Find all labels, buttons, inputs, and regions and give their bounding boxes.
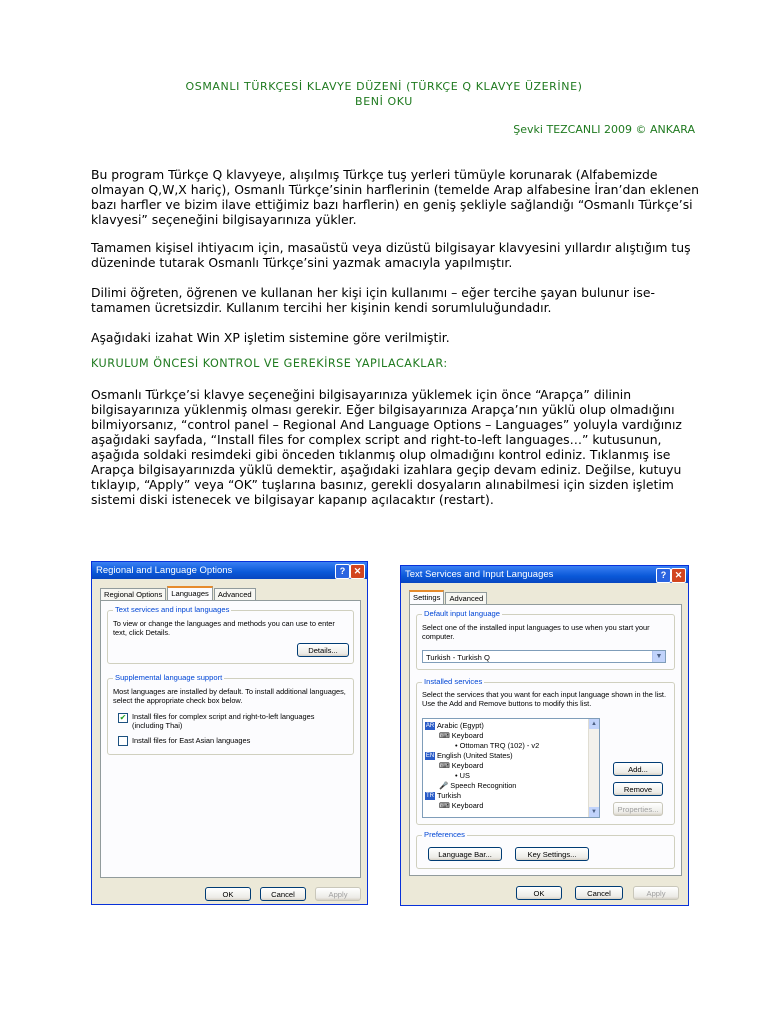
chevron-down-icon[interactable]: ▼ [652,651,665,662]
group-label: Supplemental language support [115,673,223,682]
group-description: Select one of the installed input languages to use when you start your computer. [422,623,650,641]
tree-item-keyboard[interactable] [439,801,483,810]
tab-advanced[interactable]: Advanced [214,588,256,601]
paragraph-license: Dilimi öğreten, öğrenen ve kullanan her kişi için kullanımı – eğer tercihe şayan bulunur ise- tamamen ücretsizdir. Kullanım tercihi her kişinin kendi sorumluluğundadır. [91,285,655,315]
complex-script-label: Install files for complex script and right-to-left languages (including Thai) [132,712,315,730]
ok-button[interactable]: OK [516,886,562,900]
language-badge-icon: TR [426,793,434,800]
tree-item-label: Speech Recognition [450,781,517,790]
tab-languages[interactable]: Languages [167,586,213,602]
text-services-dialog [400,565,689,906]
tree-item-label: Keyboard [451,731,484,740]
details-button[interactable]: Details... [297,643,349,657]
supplemental-support-group [107,673,354,755]
text-services-group [107,605,354,664]
close-button[interactable]: ✕ [350,564,365,579]
tab-regional-options[interactable]: Regional Options [100,588,166,601]
complex-script-checkbox[interactable]: ✔ [119,713,127,722]
keyboard-icon: ⌨ [439,801,452,810]
keyboard-icon: ⌨ [439,761,452,770]
group-label: Default input language [424,609,500,618]
tree-item-label: Ottoman TRQ (102) - v2 [459,741,540,750]
default-language-group [416,609,675,670]
preferences-group [416,830,675,869]
tree-item-layout[interactable] [455,771,470,780]
group-description: Most languages are installed by default. To install additional languages, select the appropriate check box below. [113,687,346,705]
keyboard-icon: ⌨ [439,731,452,740]
group-label: Preferences [424,830,465,839]
language-bar-button[interactable]: Language Bar... [428,847,502,861]
east-asian-checkbox[interactable] [118,736,128,746]
apply-button[interactable]: Apply [315,887,361,901]
bullet-icon: • [455,741,460,750]
help-button[interactable]: ? [656,568,671,583]
tree-item-label: English (United States) [437,751,513,760]
cancel-button[interactable]: Cancel [575,886,623,900]
tree-item-turkish[interactable] [425,791,461,800]
language-badge-icon: EN [425,753,435,760]
scroll-down-icon[interactable]: ▼ [589,807,599,817]
language-badge-icon: AR [425,723,435,730]
ok-button[interactable]: OK [205,887,251,901]
tab-settings[interactable]: Settings [409,590,444,606]
tree-item-label: Turkish [437,791,461,800]
group-description: Select the services that you want for each input language shown in the list. Use the Add and Remove buttons to modify this list. [422,690,667,708]
cancel-button[interactable]: Cancel [260,887,306,901]
paragraph-os-note: Aşağıdaki izahat Win XP işletim sistemine göre verilmiştir. [91,330,450,345]
tree-item-label: US [459,771,470,780]
group-label: Installed services [424,677,483,686]
help-button[interactable]: ? [335,564,350,579]
dialog-titlebar [401,566,688,583]
tree-scrollbar[interactable] [588,719,599,817]
dialog-title: Text Services and Input Languages [405,569,554,580]
tree-item-layout[interactable] [455,741,539,750]
section-heading: KURULUM ÖNCESİ KONTROL VE GEREKİRSE YAPILACAKLAR: [91,357,448,370]
apply-button[interactable]: Apply [633,886,679,900]
tree-item-keyboard[interactable] [439,761,483,770]
close-button[interactable]: ✕ [671,568,686,583]
tree-item-label: Keyboard [451,801,484,810]
paragraph-purpose: Tamamen kişisel ihtiyacım için, masaüstü veya dizüstü bilgisayar klavyesini yıllardır alıştığım tuş düzeninde tutarak Osmanlı Türkçe’sini yazmak amacıyla yapılmıştır. [91,240,691,270]
languages-panel [100,600,361,878]
tree-item-arabic[interactable] [425,721,484,730]
tree-item-keyboard[interactable] [439,731,483,740]
regional-language-dialog [91,561,368,905]
settings-panel [409,604,682,876]
dialog-title: Regional and Language Options [96,565,233,576]
paragraph-intro: Bu program Türkçe Q klavyeye, alışılmış Türkçe tuş yerleri tümüyle korunarak (Alfabemizde olmayan Q,W,X hariç), Osmanlı Türkçe’sinin harflerinin (temelde Arap alfabesine İran’dan eklenen bazı harfler ve bizim ilave ettiğimiz bazı harflerin) en geniş şekliyle sağlandığı “Osmanlı Türkçe’si klavyesi” seçeneğini bilgisayarınıza yükler. [91,167,699,227]
group-label: Text services and input languages [115,605,230,614]
scroll-up-icon[interactable]: ▲ [589,719,599,729]
add-button[interactable]: Add... [613,762,663,776]
selected-language: Turkish - Turkish Q [426,653,490,662]
tree-item-english[interactable] [425,751,513,760]
dialog-titlebar [92,562,367,579]
properties-button[interactable]: Properties... [613,802,663,816]
remove-button[interactable]: Remove [613,782,663,796]
document-title: OSMANLI TÜRKÇESİ KLAVYE DÜZENİ (TÜRKÇE Q KLAVYE ÜZERİNE) [185,80,583,93]
document-subtitle: BENİ OKU [355,95,413,108]
tree-item-label: Arabic (Egypt) [437,721,484,730]
installed-services-group [416,677,675,825]
tab-advanced[interactable]: Advanced [445,592,487,605]
paragraph-instructions: Osmanlı Türkçe’si klavye seçeneğini bilgisayarınıza yüklemek için önce “Arapça” dilinin bilgisayarınıza yüklenmiş olması gerekir. Eğer bilgisayarınıza Arapça’nın yüklü olup olmadığını bilmiyorsanız, “control panel – Regional And Language Options – Languages” yoluyla vardığınız aşağıdaki sayfada, “Install files for complex script and right-to-left languages…” kutusunun, aşağıda soldaki resimdeki gibi önceden tıklanmış olup olmadığını kontrol ediniz. Tıklanmış ise Arapça bilgisayarınızda yüklü demektir, aşağıdaki izahlara geçip devam ediniz. Değilse, kutuyu tıklayıp, “Apply” veya “OK” tuşlarına basınız, gerekli dosyaların alınabilmesi için sizden işletim sistemi diski istenecek ve bilgisayar kapanıp açılacaktır (restart). [91,387,682,507]
bullet-icon: • [455,771,460,780]
author-line: Şevki TEZCANLI 2009 © ANKARA [513,123,695,136]
tree-item-speech[interactable] [439,781,516,790]
east-asian-label: Install files for East Asian languages [132,736,251,745]
key-settings-button[interactable]: Key Settings... [515,847,589,861]
services-tree[interactable] [422,718,600,818]
group-description: To view or change the languages and methods you can use to enter text, click Details. [113,619,335,637]
tree-item-label: Keyboard [451,761,484,770]
microphone-icon: 🎤 [439,781,451,790]
default-language-select[interactable] [422,650,666,663]
